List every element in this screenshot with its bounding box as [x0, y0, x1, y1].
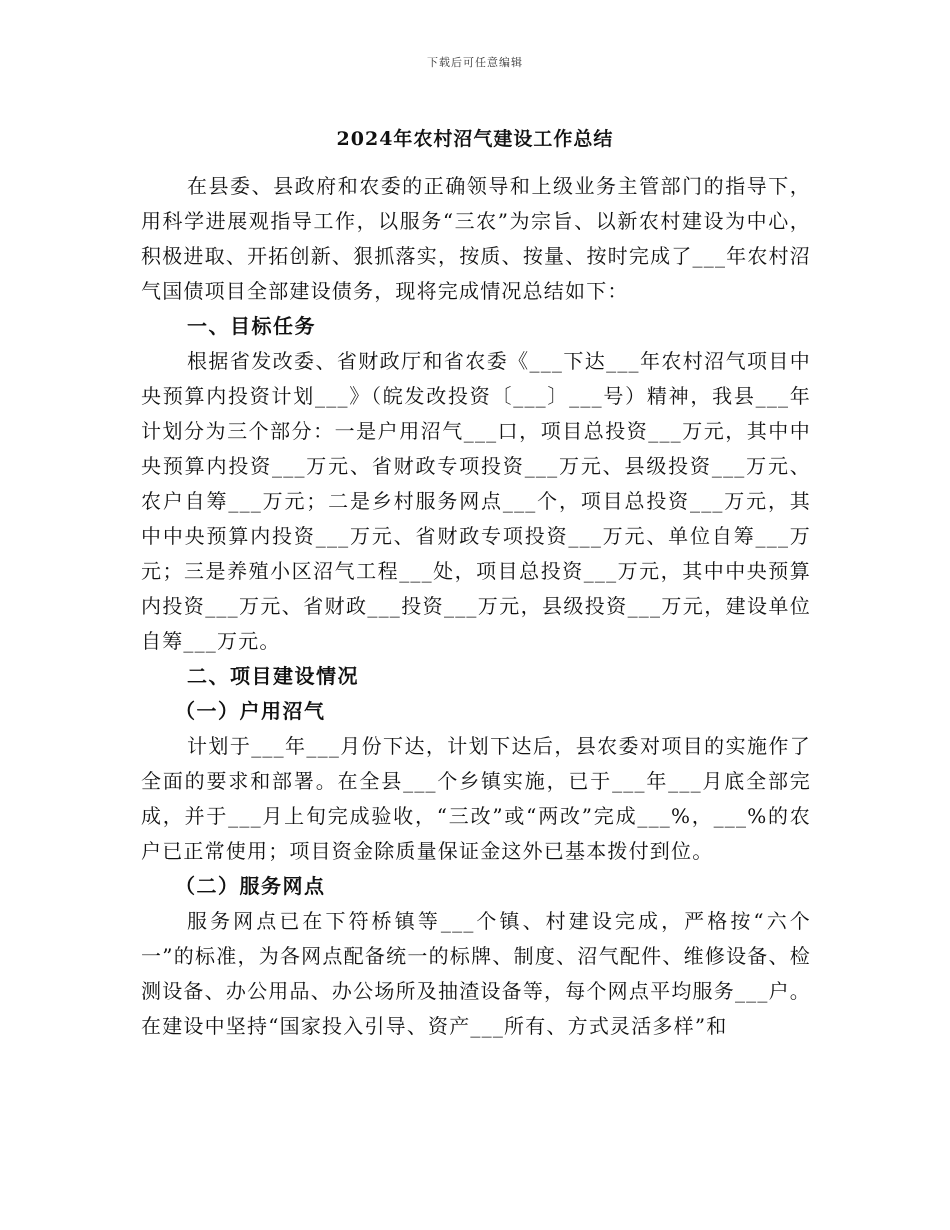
document-title: 2024年农村沼气建设工作总结 — [336, 128, 614, 150]
subheading-household-biogas: （一）户用沼气 — [175, 699, 326, 723]
section-heading-targets: 一、目标任务 — [187, 314, 316, 338]
document-body — [141, 169, 811, 1044]
service-points-paragraph: 服务网点已在下符桥镇等___个镇、村建设完成，严格按“六个一”的标准，为各网点配备统一的标牌、制度、沼气配件、维修设备、检测设备、办公用品、办公场所及抽渣设备等，每个网点平均服务___户。在建设中坚持“国家投入引导、资产___所有、方式灵活多样”和 — [141, 909, 811, 1038]
header-note: 下载后可任意编辑 — [427, 56, 523, 69]
household-biogas-paragraph: 计划于___年___月份下达，计划下达后，县农委对项目的实施作了全面的要求和部署。在全县___个乡镇实施，已于___年___月底全部完成，并于___月上旬完成验收，“三改”或“两改”完成___%，___%的农户已正常使用；项目资金除质量保证金这外已基本拨付到位。 — [141, 734, 811, 863]
targets-paragraph: 根据省发改委、省财政厅和省农委《___下达___年农村沼气项目中央预算内投资计划___》（皖发改投资〔___〕___号）精神，我县___年计划分为三个部分：一是户用沼气___口，项目总投资___万元，其中中央预算内投资___万元、省财政专项投资___万元、县级投资___万元、农户自筹___万元；二是乡村服务网点___个，项目总投资___万元，其中中央预算内投资___万元、省财政专项投资___万元、单位自筹___万元；三是养殖小区沼气工程___处，项目总投资___万元，其中中央预算内投资___万元、省财政___投资___万元，县级投资___万元，建设单位自筹___万元。 — [141, 349, 811, 653]
section-heading-construction: 二、项目建设情况 — [187, 664, 359, 688]
subheading-service-points: （二）服务网点 — [175, 874, 326, 898]
intro-paragraph: 在县委、县政府和农委的正确领导和上级业务主管部门的指导下，用科学进展观指导工作，以服务“三农”为宗旨、以新农村建设为中心，积极进取、开拓创新、狠抓落实，按质、按量、按时完成了___年农村沼气国债项目全部建设债务，现将完成情况总结如下： — [141, 174, 811, 303]
